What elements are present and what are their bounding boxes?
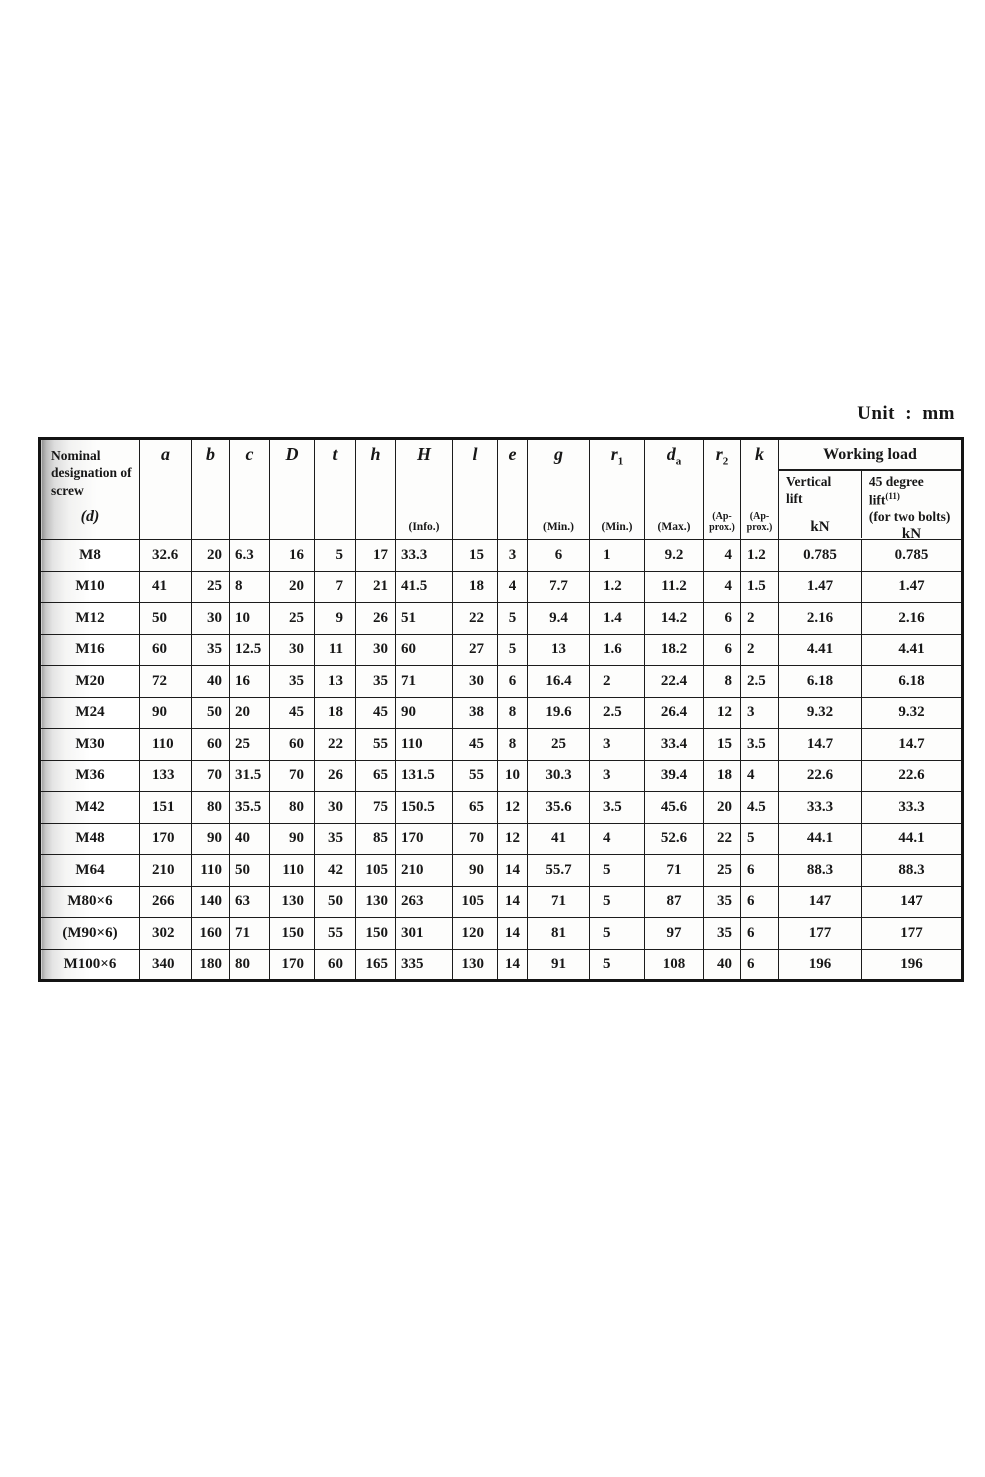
cell: 55 (453, 760, 498, 792)
table-row (40, 918, 963, 950)
cell: 80 (230, 949, 270, 981)
cell: 4 (590, 823, 645, 855)
row-designation: M16 (40, 634, 140, 666)
cell: 5 (590, 949, 645, 981)
cell: 340 (140, 949, 192, 981)
cell: 31.5 (230, 760, 270, 792)
cell: 16 (230, 666, 270, 698)
cell: 41 (140, 571, 192, 603)
cell: 11.2 (645, 571, 704, 603)
table-row (40, 603, 963, 635)
cell: 18 (453, 571, 498, 603)
cell: 40 (192, 666, 230, 698)
cell: 88.3 (862, 855, 963, 887)
cell: 140 (192, 886, 230, 918)
cell: 8 (230, 571, 270, 603)
cell: 9.32 (779, 697, 862, 729)
table-row (40, 949, 963, 981)
cell: 14 (498, 886, 528, 918)
cell: 45 (270, 697, 315, 729)
cell: 4.41 (779, 634, 862, 666)
cell: 30 (453, 666, 498, 698)
row-designation: M80×6 (40, 886, 140, 918)
cell: 70 (270, 760, 315, 792)
cell: 90 (270, 823, 315, 855)
cell: 91 (528, 949, 590, 981)
cell: 6 (741, 949, 779, 981)
cell: 33.3 (862, 792, 963, 824)
cell: 0.785 (779, 540, 862, 572)
cell: 90 (453, 855, 498, 887)
cell: 105 (453, 886, 498, 918)
cell: 9.4 (528, 603, 590, 635)
cell: 3 (590, 760, 645, 792)
unit-label: Unit : mm (857, 403, 955, 424)
cell: 30 (270, 634, 315, 666)
cell: 25 (192, 571, 230, 603)
cell: 6 (741, 918, 779, 950)
cell: 30.3 (528, 760, 590, 792)
cell: 120 (453, 918, 498, 950)
cell: 30 (315, 792, 356, 824)
cell: 177 (779, 918, 862, 950)
cell: 42 (315, 855, 356, 887)
cell: 110 (192, 855, 230, 887)
row-designation: M48 (40, 823, 140, 855)
cell: 72 (140, 666, 192, 698)
cell: 52.6 (645, 823, 704, 855)
cell: 20 (704, 792, 741, 824)
cell: 0.785 (862, 540, 963, 572)
cell: 6 (741, 886, 779, 918)
row-designation: M42 (40, 792, 140, 824)
cell: 35 (270, 666, 315, 698)
cell: 35 (315, 823, 356, 855)
cell: 30 (356, 634, 396, 666)
cell: 50 (230, 855, 270, 887)
cell: 90 (396, 697, 453, 729)
cell: 35 (192, 634, 230, 666)
cell: 2.16 (862, 603, 963, 635)
table-row (40, 697, 963, 729)
cell: 5 (315, 540, 356, 572)
row-designation: M20 (40, 666, 140, 698)
cell: 130 (270, 886, 315, 918)
eyebolt-dimension-table (38, 437, 964, 982)
cell: 90 (192, 823, 230, 855)
cell: 45 (356, 697, 396, 729)
cell: 10 (498, 760, 528, 792)
cell: 70 (192, 760, 230, 792)
cell: 1.6 (590, 634, 645, 666)
table-row (40, 760, 963, 792)
cell: 85 (356, 823, 396, 855)
cell: 14 (498, 855, 528, 887)
cell: 97 (645, 918, 704, 950)
cell: 210 (140, 855, 192, 887)
cell: 30 (192, 603, 230, 635)
cell: 50 (192, 697, 230, 729)
cell: 41 (528, 823, 590, 855)
cell: 35 (704, 918, 741, 950)
cell: 165 (356, 949, 396, 981)
cell: 177 (862, 918, 963, 950)
cell: 5 (741, 823, 779, 855)
cell: 60 (270, 729, 315, 761)
cell: 170 (396, 823, 453, 855)
cell: 5 (498, 634, 528, 666)
cell: 22.4 (645, 666, 704, 698)
column-header-r2: $r_2$ (Ap- prox.) (704, 439, 741, 540)
cell: 4.41 (862, 634, 963, 666)
cell: 196 (862, 949, 963, 981)
cell: 150 (356, 918, 396, 950)
cell: 60 (315, 949, 356, 981)
cell: 44.1 (862, 823, 963, 855)
cell: 15 (453, 540, 498, 572)
cell: 55.7 (528, 855, 590, 887)
cell: 55 (356, 729, 396, 761)
cell: 12 (704, 697, 741, 729)
table-row (40, 634, 963, 666)
cell: 6.18 (862, 666, 963, 698)
cell: 130 (356, 886, 396, 918)
cell: 25 (704, 855, 741, 887)
cell: 45.6 (645, 792, 704, 824)
column-header-t: t (315, 439, 356, 540)
row-designation: M12 (40, 603, 140, 635)
cell: 18 (704, 760, 741, 792)
cell: 44.1 (779, 823, 862, 855)
cell: 8 (498, 697, 528, 729)
cell: 13 (315, 666, 356, 698)
cell: 4.5 (741, 792, 779, 824)
cell: 16 (270, 540, 315, 572)
cell: 12 (498, 823, 528, 855)
cell: 1.2 (590, 571, 645, 603)
table-body (40, 540, 963, 981)
cell: 6.3 (230, 540, 270, 572)
cell: 35 (356, 666, 396, 698)
table-row (40, 729, 963, 761)
cell: 25 (270, 603, 315, 635)
cell: 33.3 (396, 540, 453, 572)
cell: 12.5 (230, 634, 270, 666)
cell: 266 (140, 886, 192, 918)
cell: 2.5 (590, 697, 645, 729)
cell: 133 (140, 760, 192, 792)
cell: 65 (356, 760, 396, 792)
cell: 90 (140, 697, 192, 729)
designation-title: Nominal designation of screw (51, 448, 132, 498)
cell: 87 (645, 886, 704, 918)
cell: 40 (704, 949, 741, 981)
cell: 71 (396, 666, 453, 698)
cell: 2.5 (741, 666, 779, 698)
cell: 22.6 (779, 760, 862, 792)
cell: 151 (140, 792, 192, 824)
cell: 170 (270, 949, 315, 981)
cell: 6 (704, 634, 741, 666)
cell: 110 (396, 729, 453, 761)
cell: 2 (741, 634, 779, 666)
row-designation: M64 (40, 855, 140, 887)
column-header-da: $d_a$ (Max.) (645, 439, 704, 540)
cell: 335 (396, 949, 453, 981)
cell: 9 (315, 603, 356, 635)
cell: 11 (315, 634, 356, 666)
cell: 26 (315, 760, 356, 792)
cell: 71 (645, 855, 704, 887)
cell: 65 (453, 792, 498, 824)
cell: 6 (528, 540, 590, 572)
cell: 33.4 (645, 729, 704, 761)
cell: 63 (230, 886, 270, 918)
cell: 81 (528, 918, 590, 950)
cell: 20 (230, 697, 270, 729)
cell: 10 (230, 603, 270, 635)
cell: 1.2 (741, 540, 779, 572)
cell: 38 (453, 697, 498, 729)
cell: 131.5 (396, 760, 453, 792)
cell: 40 (230, 823, 270, 855)
cell: 22 (315, 729, 356, 761)
cell: 22 (453, 603, 498, 635)
cell: 55 (315, 918, 356, 950)
cell: 32.6 (140, 540, 192, 572)
cell: 7 (315, 571, 356, 603)
cell: 2.16 (779, 603, 862, 635)
row-designation: M8 (40, 540, 140, 572)
cell: 33.3 (779, 792, 862, 824)
table-row (40, 886, 963, 918)
column-header-l: l (453, 439, 498, 540)
cell: 39.4 (645, 760, 704, 792)
cell: 71 (230, 918, 270, 950)
row-designation: M30 (40, 729, 140, 761)
footnote-reference: (11) (885, 490, 900, 501)
cell: 108 (645, 949, 704, 981)
cell: 4 (741, 760, 779, 792)
cell: 60 (192, 729, 230, 761)
cell: 14.7 (862, 729, 963, 761)
cell: 35 (704, 886, 741, 918)
cell: 16.4 (528, 666, 590, 698)
column-header-c: c (230, 439, 270, 540)
cell: 70 (453, 823, 498, 855)
cell: 4 (704, 571, 741, 603)
cell: 75 (356, 792, 396, 824)
cell: 14.2 (645, 603, 704, 635)
cell: 3 (741, 697, 779, 729)
cell: 180 (192, 949, 230, 981)
cell: 20 (192, 540, 230, 572)
cell: 8 (498, 729, 528, 761)
cell: 150 (270, 918, 315, 950)
column-header-45-degree-lift: 45 degree lift$^{(11)}$ (for two bolts) kN (862, 471, 961, 538)
cell: 9.2 (645, 540, 704, 572)
cell: 5 (590, 855, 645, 887)
cell: 45 (453, 729, 498, 761)
cell: 14 (498, 949, 528, 981)
table-row (40, 571, 963, 603)
cell: 196 (779, 949, 862, 981)
table-row (40, 823, 963, 855)
cell: 22.6 (862, 760, 963, 792)
cell: 71 (528, 886, 590, 918)
cell: 1.47 (779, 571, 862, 603)
cell: 4 (498, 571, 528, 603)
row-designation: (M90×6) (40, 918, 140, 950)
table-row (40, 792, 963, 824)
cell: 6 (704, 603, 741, 635)
header-row (40, 439, 963, 540)
cell: 50 (315, 886, 356, 918)
cell: 9.32 (862, 697, 963, 729)
cell: 26 (356, 603, 396, 635)
cell: 14.7 (779, 729, 862, 761)
cell: 35.5 (230, 792, 270, 824)
cell: 3 (498, 540, 528, 572)
cell: 7.7 (528, 571, 590, 603)
cell: 110 (270, 855, 315, 887)
row-designation: M36 (40, 760, 140, 792)
cell: 80 (270, 792, 315, 824)
column-header-r1: $r_1$ (Min.) (590, 439, 645, 540)
cell: 14 (498, 918, 528, 950)
cell: 3.5 (741, 729, 779, 761)
cell: 263 (396, 886, 453, 918)
cell: 21 (356, 571, 396, 603)
cell: 18.2 (645, 634, 704, 666)
row-designation: M10 (40, 571, 140, 603)
cell: 110 (140, 729, 192, 761)
cell: 2 (741, 603, 779, 635)
table-row (40, 666, 963, 698)
cell: 4 (704, 540, 741, 572)
cell: 1 (590, 540, 645, 572)
designation-symbol: (d) (80, 507, 100, 525)
cell: 60 (396, 634, 453, 666)
cell: 2 (590, 666, 645, 698)
cell: 50 (140, 603, 192, 635)
cell: 5 (590, 886, 645, 918)
cell: 6.18 (779, 666, 862, 698)
cell: 26.4 (645, 697, 704, 729)
cell: 41.5 (396, 571, 453, 603)
cell: 5 (590, 918, 645, 950)
cell: 88.3 (779, 855, 862, 887)
cell: 60 (140, 634, 192, 666)
table-row (40, 855, 963, 887)
cell: 302 (140, 918, 192, 950)
cell: 170 (140, 823, 192, 855)
cell: 25 (230, 729, 270, 761)
cell: 17 (356, 540, 396, 572)
column-header-working-load (779, 439, 963, 540)
table-row (40, 540, 963, 572)
cell: 150.5 (396, 792, 453, 824)
cell: 35.6 (528, 792, 590, 824)
cell: 147 (862, 886, 963, 918)
column-header-H: H (Info.) (396, 439, 453, 540)
row-designation: M24 (40, 697, 140, 729)
cell: 1.5 (741, 571, 779, 603)
column-header-a: a (140, 439, 192, 540)
cell: 6 (741, 855, 779, 887)
column-header-designation (40, 439, 140, 540)
cell: 3 (590, 729, 645, 761)
cell: 51 (396, 603, 453, 635)
cell: 18 (315, 697, 356, 729)
cell: 15 (704, 729, 741, 761)
cell: 80 (192, 792, 230, 824)
cell: 1.4 (590, 603, 645, 635)
cell: 3.5 (590, 792, 645, 824)
column-header-D: D (270, 439, 315, 540)
column-header-e: e (498, 439, 528, 540)
row-designation: M100×6 (40, 949, 140, 981)
cell: 1.47 (862, 571, 963, 603)
working-load-title: Working load (779, 440, 961, 471)
cell: 12 (498, 792, 528, 824)
cell: 19.6 (528, 697, 590, 729)
column-header-g: g (Min.) (528, 439, 590, 540)
column-header-vertical-lift: Vertical lift kN (779, 471, 862, 538)
cell: 25 (528, 729, 590, 761)
cell: 13 (528, 634, 590, 666)
cell: 301 (396, 918, 453, 950)
column-header-k: k (Ap- prox.) (741, 439, 779, 540)
cell: 20 (270, 571, 315, 603)
cell: 210 (396, 855, 453, 887)
column-header-h: h (356, 439, 396, 540)
45-degree-lift-unit: kN (901, 526, 922, 540)
cell: 22 (704, 823, 741, 855)
vertical-lift-unit: kN (810, 519, 830, 535)
cell: 160 (192, 918, 230, 950)
cell: 130 (453, 949, 498, 981)
cell: 105 (356, 855, 396, 887)
cell: 27 (453, 634, 498, 666)
column-header-b: b (192, 439, 230, 540)
cell: 5 (498, 603, 528, 635)
cell: 6 (498, 666, 528, 698)
cell: 8 (704, 666, 741, 698)
cell: 147 (779, 886, 862, 918)
